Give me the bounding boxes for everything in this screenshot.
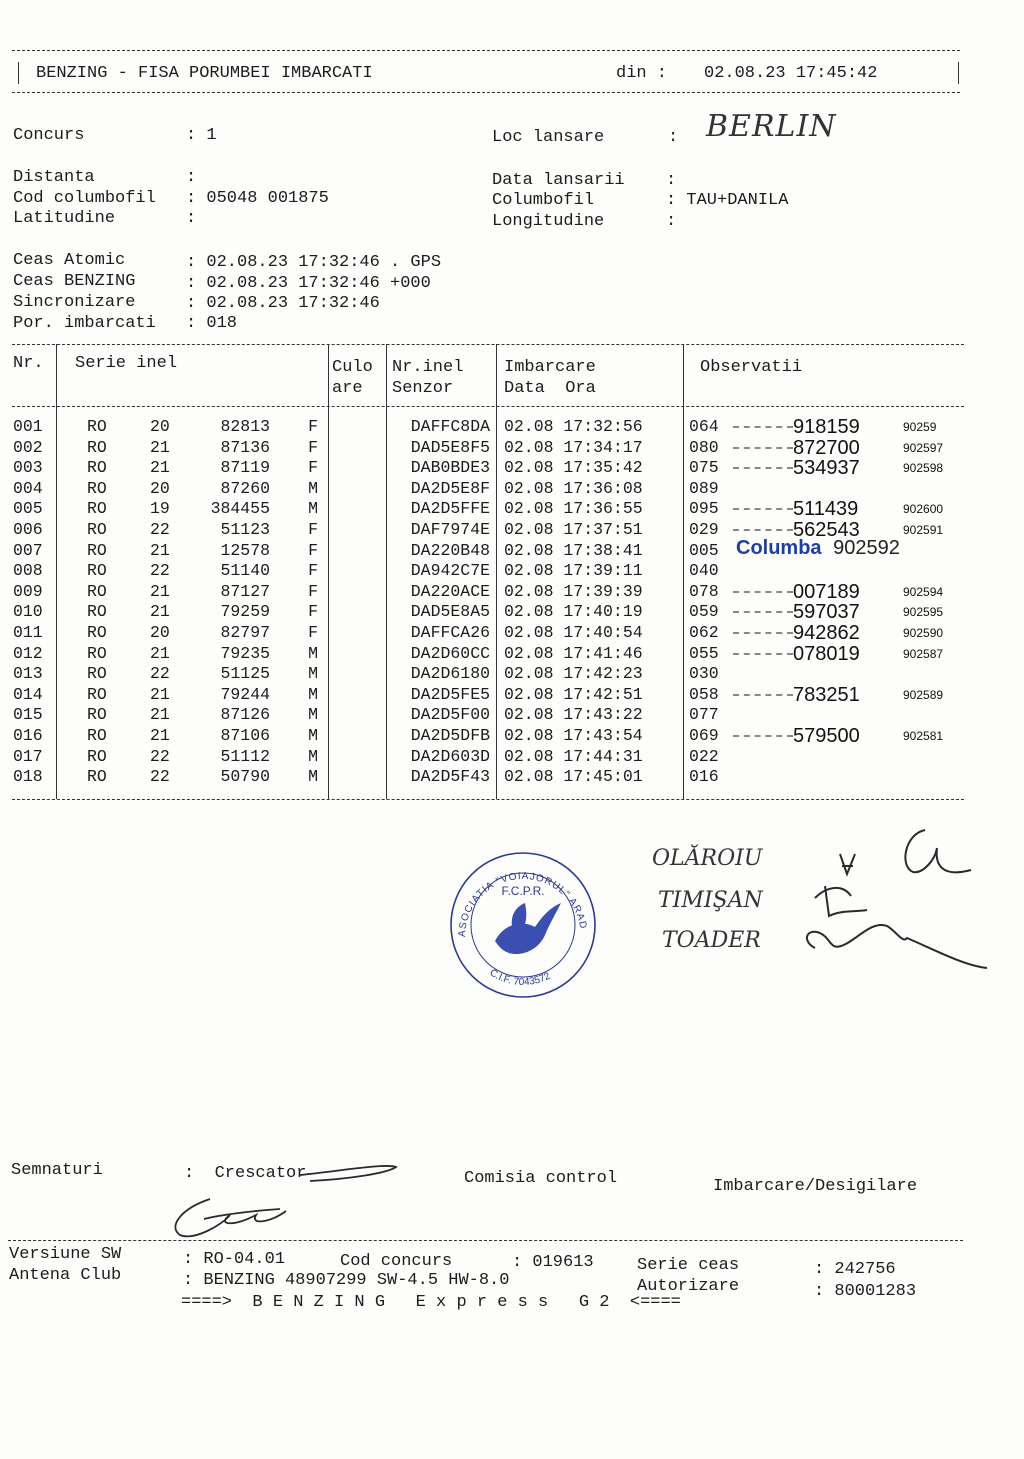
table-row: [0, 520, 740, 541]
cell-dt: 02.08 17:40:19: [504, 602, 643, 622]
cell-y: 21: [150, 705, 170, 725]
seal-top-text: ASOCIATIA "VOIAJORUL" ARAD: [456, 870, 589, 938]
header-left-edge: [18, 62, 19, 84]
sticker-scribble: [733, 508, 793, 510]
cell-c: RO: [87, 581, 107, 601]
observatii-sticker: [733, 685, 978, 705]
sticker-number: 597037: [793, 601, 860, 624]
cell-y: 21: [150, 643, 170, 663]
semnaturi-value: : Crescator: [184, 1164, 307, 1183]
sticker-serial: 902590: [903, 626, 944, 640]
comisia-control-label: Comisia control: [464, 1169, 618, 1188]
cell-dt: 02.08 17:39:11: [504, 561, 643, 581]
cell-nr: 004: [13, 478, 43, 498]
versiune-label: Versiune SW: [9, 1245, 122, 1264]
loc-lansare-sep: :: [668, 128, 679, 147]
cell-nr: 010: [13, 602, 43, 622]
sticker-scribble: [733, 467, 793, 469]
cell-x: 078: [689, 581, 719, 601]
cell-dt: 02.08 17:36:55: [504, 499, 643, 519]
cell-dt: 02.08 17:45:01: [504, 767, 643, 787]
sincronizare-label: Sincronizare: [13, 293, 136, 312]
cell-dt: 02.08 17:38:41: [504, 540, 643, 560]
cell-y: 21: [150, 581, 170, 601]
table-row: [0, 499, 740, 520]
cell-nr: 017: [13, 746, 43, 766]
cell-senz: DA2D6180: [410, 664, 490, 684]
cell-nr: 001: [13, 417, 43, 436]
cell-ring: 87119: [220, 458, 270, 478]
cell-c: RO: [87, 602, 107, 622]
th-serie-inel: Serie inel: [75, 354, 178, 373]
ceas-atomic-label: Ceas Atomic: [13, 251, 126, 270]
table-row: [0, 664, 740, 685]
cell-y: 22: [150, 746, 170, 766]
cell-s: F: [308, 581, 318, 601]
cell-s: F: [308, 458, 318, 478]
latitudine-label: Latitudine: [13, 209, 116, 228]
cell-nr: 009: [13, 581, 43, 601]
cell-c: RO: [87, 478, 107, 498]
sticker-number: 872700: [793, 436, 860, 459]
cell-y: 20: [150, 478, 170, 498]
cell-senz: DA2D5E8F: [410, 478, 490, 498]
antena-value: : BENZING 48907299 SW-4.5 HW-8.0: [183, 1271, 510, 1290]
cell-y: 22: [150, 520, 170, 539]
cell-c: RO: [87, 499, 107, 519]
commission-name-1: OLĂROIU: [652, 846, 763, 871]
concurs-value: : 1: [186, 126, 217, 145]
cell-s: F: [308, 540, 318, 560]
cell-dt: 02.08 17:43:54: [504, 726, 643, 745]
cell-senz: DA2D5FFE: [410, 499, 490, 519]
cell-dt: 02.08 17:43:22: [504, 705, 643, 725]
cell-senz: DA2D60CC: [410, 643, 490, 663]
cell-s: F: [308, 417, 318, 436]
cell-s: F: [308, 437, 318, 457]
document-title: BENZING - FISA PORUMBEI IMBARCATI: [36, 64, 373, 83]
header-top-rule: [12, 50, 960, 51]
columba-number: 902592: [833, 537, 900, 559]
cell-y: 22: [150, 561, 170, 581]
cell-s: F: [308, 602, 318, 622]
sticker-serial: 902600: [903, 502, 944, 517]
sticker-scribble: [733, 426, 793, 428]
cell-x: 095: [689, 499, 719, 519]
columba-stamp: [736, 538, 900, 558]
cod-concurs-value: : 019613: [512, 1253, 594, 1272]
observatii-sticker: [733, 499, 978, 519]
sticker-serial: 902589: [903, 687, 944, 702]
antena-label: Antena Club: [9, 1266, 122, 1285]
header-right-edge: [958, 62, 959, 84]
cell-ring: 87126: [220, 705, 270, 725]
sticker-number: 078019: [793, 642, 860, 665]
observatii-sticker: [733, 623, 978, 643]
sticker-serial: 902598: [903, 461, 944, 476]
cod-concurs-label: Cod concurs: [340, 1252, 453, 1271]
cell-c: RO: [87, 417, 107, 436]
cell-ring: 50790: [220, 767, 270, 787]
cell-s: F: [308, 623, 318, 642]
cell-c: RO: [87, 623, 107, 642]
sticker-scribble: [733, 632, 793, 634]
observatii-sticker: [733, 602, 978, 622]
table-row: [0, 479, 740, 500]
table-row: [0, 561, 740, 582]
cell-x: 077: [689, 705, 719, 725]
imbarcare-desigilare-label: Imbarcare/Desigilare: [713, 1177, 918, 1196]
cell-s: F: [308, 561, 318, 581]
cell-x: 005: [689, 540, 719, 560]
cell-ring: 51112: [220, 746, 270, 766]
cod-columbofil-value: : 05048 001875: [186, 189, 329, 208]
cell-nr: 002: [13, 437, 43, 457]
longitudine-label: Longitudine: [492, 212, 605, 231]
cell-nr: 005: [13, 499, 43, 519]
table-header-rule: [12, 406, 964, 407]
observatii-sticker: [733, 438, 978, 458]
sticker-number: 918159: [793, 416, 860, 438]
table-row: [0, 541, 740, 562]
cell-senz: DA220ACE: [410, 581, 490, 601]
cell-s: F: [308, 520, 318, 539]
cell-dt: 02.08 17:42:23: [504, 664, 643, 684]
th-nr-inel: Nr.inel: [392, 358, 464, 377]
table-row: [0, 726, 740, 747]
cell-nr: 011: [13, 623, 43, 642]
th-observatii: Observatii: [700, 358, 803, 377]
cell-c: RO: [87, 520, 107, 539]
serie-ceas-value: : 242756: [814, 1260, 896, 1279]
cell-x: 030: [689, 664, 719, 684]
cell-ring: 82797: [220, 623, 270, 642]
latitudine-value: :: [186, 209, 197, 228]
table-row: [0, 644, 740, 665]
benzing-banner: ====> B E N Z I N G E x p r e s s G 2 <====: [181, 1293, 681, 1312]
commission-signatures: [795, 820, 995, 970]
cell-dt: 02.08 17:44:31: [504, 746, 643, 766]
cell-x: 022: [689, 746, 719, 766]
sticker-scribble: [733, 591, 793, 593]
cell-y: 19: [150, 499, 170, 519]
cell-senz: DA2D5FE5: [410, 684, 490, 704]
cell-y: 20: [150, 623, 170, 642]
cell-y: 21: [150, 540, 170, 560]
cell-x: 069: [689, 726, 719, 745]
cell-c: RO: [87, 561, 107, 581]
cell-nr: 008: [13, 561, 43, 581]
cell-y: 22: [150, 767, 170, 787]
sticker-number: 942862: [793, 622, 860, 644]
cell-y: 21: [150, 684, 170, 704]
table-row: [0, 685, 740, 706]
cell-x: 016: [689, 767, 719, 787]
cell-dt: 02.08 17:34:17: [504, 437, 643, 457]
seal-bottom-text: C.I.F. 7043572: [487, 967, 553, 989]
sticker-scribble: [733, 653, 793, 655]
footer-rule: [8, 1240, 963, 1241]
cell-y: 21: [150, 726, 170, 745]
cell-x: 089: [689, 478, 719, 498]
cell-s: M: [308, 499, 318, 519]
cell-senz: DAFFCA26: [410, 623, 490, 642]
cell-ring: 51140: [220, 561, 270, 581]
commission-name-3: TOADER: [662, 928, 761, 953]
cell-c: RO: [87, 458, 107, 478]
cell-ring: 12578: [220, 540, 270, 560]
distanta-label: Distanta: [13, 168, 95, 187]
cell-x: 075: [689, 458, 719, 478]
cell-nr: 007: [13, 540, 43, 560]
por-imbarcati-label: Por. imbarcati: [13, 314, 156, 333]
cell-s: M: [308, 767, 318, 787]
cell-c: RO: [87, 726, 107, 745]
print-date-label: din :: [616, 64, 668, 83]
cell-ring: 87106: [220, 726, 270, 745]
table-row: [0, 458, 740, 479]
cell-senz: DAD5E8A5: [410, 602, 490, 622]
table-row: [0, 767, 740, 788]
cell-c: RO: [87, 643, 107, 663]
cell-x: 062: [689, 623, 719, 642]
sticker-scribble: [733, 529, 793, 531]
cell-ring: 79244: [220, 684, 270, 704]
cell-dt: 02.08 17:32:56: [504, 417, 643, 436]
cell-senz: DA2D5F43: [410, 767, 490, 787]
cell-x: 059: [689, 602, 719, 622]
cell-nr: 013: [13, 664, 43, 684]
cell-senz: DA2D603D: [410, 746, 490, 766]
dove-icon: [495, 903, 561, 954]
cell-y: 21: [150, 437, 170, 457]
cell-dt: 02.08 17:41:46: [504, 643, 643, 663]
cell-c: RO: [87, 684, 107, 704]
cell-senz: DAF7974E: [410, 520, 490, 539]
longitudine-value: :: [666, 212, 677, 231]
sticker-scribble: [733, 735, 793, 737]
observatii-sticker: [733, 726, 978, 746]
cell-dt: 02.08 17:40:54: [504, 623, 643, 642]
cod-columbofil-label: Cod columbofil: [13, 189, 156, 208]
cell-senz: DA942C7E: [410, 561, 490, 581]
table-row: [0, 747, 740, 768]
print-date-value: 02.08.23 17:45:42: [704, 64, 878, 83]
sticker-scribble: [733, 447, 793, 449]
sticker-number: 534937: [793, 457, 860, 480]
cell-senz: DAB0BDE3: [410, 458, 490, 478]
th-culo: Culo: [332, 358, 373, 377]
observatii-sticker: [733, 582, 978, 602]
sticker-number: 579500: [793, 725, 860, 747]
cell-dt: 02.08 17:36:08: [504, 478, 643, 498]
cell-dt: 02.08 17:42:51: [504, 684, 643, 704]
cell-nr: 014: [13, 684, 43, 704]
cell-nr: 006: [13, 520, 43, 539]
cell-y: 20: [150, 417, 170, 436]
association-seal: [443, 845, 603, 1005]
table-row: [0, 582, 740, 603]
cell-ring: 87136: [220, 437, 270, 457]
sticker-serial: 902594: [903, 584, 944, 599]
cell-senz: DA2D5F00: [410, 705, 490, 725]
cell-c: RO: [87, 767, 107, 787]
th-data-ora: Data Ora: [504, 379, 596, 398]
cell-ring: 79235: [220, 643, 270, 663]
cell-nr: 016: [13, 726, 43, 745]
cell-c: RO: [87, 664, 107, 684]
cell-x: 029: [689, 520, 719, 539]
autorizare-value: : 80001283: [814, 1282, 917, 1301]
cell-c: RO: [87, 437, 107, 457]
sticker-scribble: [733, 694, 793, 696]
crescator-signature: [160, 1155, 400, 1245]
header-bottom-rule: [12, 92, 960, 93]
autorizare-label: Autorizare: [637, 1277, 740, 1296]
cell-x: 064: [689, 417, 719, 436]
seal-mid-text: F.C.P.R.: [501, 884, 545, 898]
cell-ring: 82813: [220, 417, 270, 436]
semnaturi-label: Semnaturi: [11, 1161, 103, 1180]
cell-ring: 51123: [220, 520, 270, 539]
sticker-number: 562543: [793, 519, 860, 541]
th-nr: Nr.: [13, 354, 44, 373]
cell-y: 21: [150, 458, 170, 478]
sticker-serial: 902591: [903, 523, 944, 537]
cell-nr: 018: [13, 767, 43, 787]
versiune-value: : RO-04.01: [183, 1250, 286, 1269]
sticker-number: 783251: [793, 683, 860, 706]
cell-c: RO: [87, 705, 107, 725]
cell-ring: 51125: [220, 664, 270, 684]
cell-ring: 87127: [220, 581, 270, 601]
sincronizare-value: : 02.08.23 17:32:46: [186, 294, 380, 313]
sticker-scribble: [733, 611, 793, 613]
cell-s: M: [308, 643, 318, 663]
cell-x: 080: [689, 437, 719, 457]
ceas-benzing-label: Ceas BENZING: [13, 272, 136, 291]
cell-senz: DAFFC8DA: [410, 417, 490, 436]
columbofil-value: : TAU+DANILA: [666, 191, 789, 210]
cell-c: RO: [87, 746, 107, 766]
cell-ring: 384455: [210, 499, 270, 519]
ceas-atomic-value: : 02.08.23 17:32:46 . GPS: [186, 253, 442, 272]
cell-x: 055: [689, 643, 719, 663]
cell-nr: 012: [13, 643, 43, 663]
cell-senz: DA2D5DFB: [410, 726, 490, 745]
concurs-label: Concurs: [13, 126, 85, 145]
loc-lansare-handwritten: BERLIN: [706, 109, 837, 144]
cell-x: 040: [689, 561, 719, 581]
cell-s: M: [308, 705, 318, 725]
sticker-serial: 902581: [903, 729, 944, 743]
data-lansarii-value: :: [666, 171, 677, 190]
table-row: [0, 623, 740, 644]
cell-s: M: [308, 684, 318, 704]
observatii-sticker: [733, 417, 978, 437]
sticker-serial: 902597: [903, 440, 944, 455]
th-culo-are: are: [332, 379, 363, 398]
serie-ceas-label: Serie ceas: [637, 1256, 740, 1275]
cell-ring: 79259: [220, 602, 270, 622]
cell-dt: 02.08 17:35:42: [504, 458, 643, 478]
cell-y: 21: [150, 602, 170, 622]
th-imbarcare: Imbarcare: [504, 358, 596, 377]
sticker-serial: 90259: [903, 420, 937, 434]
sticker-serial: 902595: [903, 605, 944, 620]
cell-s: M: [308, 746, 318, 766]
cell-nr: 003: [13, 458, 43, 478]
ceas-benzing-value: : 02.08.23 17:32:46 +000: [186, 274, 431, 293]
loc-lansare-label: Loc lansare: [492, 128, 605, 147]
cell-y: 22: [150, 664, 170, 684]
table-row: [0, 705, 740, 726]
observatii-sticker: [733, 458, 978, 478]
cell-s: M: [308, 664, 318, 684]
sticker-serial: 902587: [903, 646, 944, 661]
cell-nr: 015: [13, 705, 43, 725]
sticker-number: 007189: [793, 580, 860, 603]
table-row: [0, 438, 740, 459]
table-row: [0, 417, 740, 438]
cell-dt: 02.08 17:39:39: [504, 581, 643, 601]
cell-s: M: [308, 478, 318, 498]
cell-ring: 87260: [220, 478, 270, 498]
sticker-number: 511439: [793, 498, 859, 521]
data-lansarii-label: Data lansarii: [492, 171, 625, 190]
cell-senz: DA220B48: [410, 540, 490, 560]
cell-x: 058: [689, 684, 719, 704]
columbofil-label: Columbofil: [492, 191, 595, 210]
table-row: [0, 602, 740, 623]
table-bottom-rule: [12, 799, 964, 800]
cell-dt: 02.08 17:37:51: [504, 520, 643, 539]
observatii-sticker: [733, 644, 978, 664]
cell-senz: DAD5E8F5: [410, 437, 490, 457]
por-imbarcati-value: : 018: [186, 314, 238, 333]
cell-s: M: [308, 726, 318, 745]
commission-name-2: TIMIŞAN: [658, 888, 763, 913]
columba-brand: Columba: [736, 537, 822, 559]
distanta-value: :: [186, 168, 197, 187]
th-senzor: Senzor: [392, 379, 454, 398]
table-top-rule: [12, 344, 964, 345]
cell-c: RO: [87, 540, 107, 560]
